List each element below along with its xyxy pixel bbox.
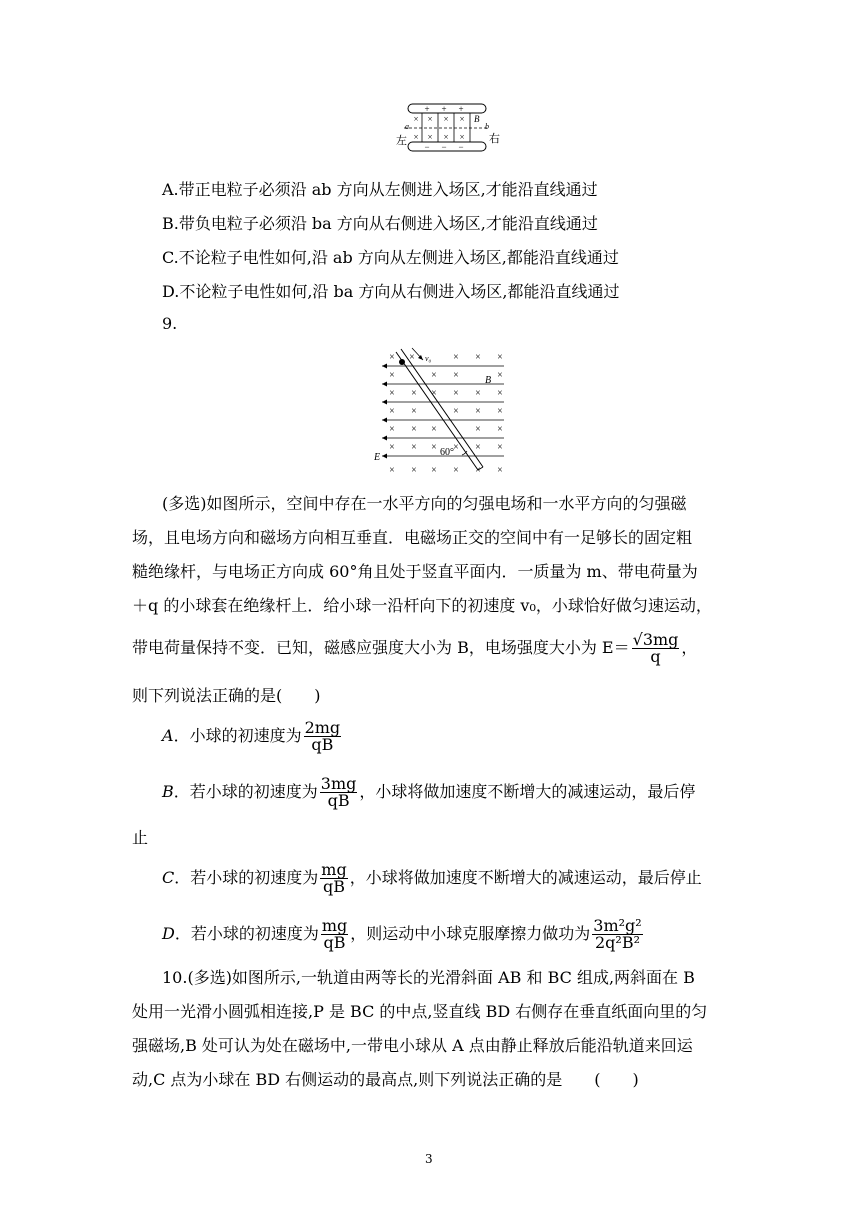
svg-text:×: × — [443, 132, 449, 142]
svg-text:×: × — [411, 406, 417, 417]
q9-option-d: D．若小球的初速度为 $\frac{mg}{qB}$ ，则运动中小球克服摩擦力做功为 $\frac{\text{3m²g²}}{\text{2q²B²}}$ — [162, 916, 642, 952]
velocity-fraction: $\frac{3mg}{qB}$ — [320, 774, 357, 810]
q8-option-c: C.不论粒子电性如何,沿 ab 方向从左侧进入场区,都能沿直线通过 — [162, 248, 619, 267]
svg-text:×: × — [411, 388, 417, 399]
svg-text:×: × — [475, 424, 481, 435]
svg-text:×: × — [459, 132, 465, 142]
q8-option-d: D.不论粒子电性如何,沿 ba 方向从右侧进入场区,都能沿直线通过 — [162, 282, 620, 301]
svg-text:×: × — [427, 114, 433, 124]
svg-text:×: × — [413, 132, 419, 142]
svg-text:×: × — [389, 442, 395, 453]
svg-text:×: × — [389, 370, 395, 381]
svg-text:×: × — [427, 132, 433, 142]
svg-text:×: × — [475, 442, 481, 453]
svg-text:×: × — [497, 424, 503, 435]
svg-text:×: × — [389, 388, 395, 399]
q9-stem-line3: 糙绝缘杆，与电场正方向成 60°角且处于竖直平面内．一质量为 m、带电荷量为 — [132, 562, 698, 581]
q9-option-a: A．小球的初速度为 $\frac{2mg}{qB}$ — [162, 718, 341, 754]
svg-text:+: + — [458, 104, 464, 114]
fig9-v0-label: v₀ — [425, 354, 432, 363]
velocity-fraction: $\frac{mg}{qB}$ — [321, 916, 348, 952]
work-fraction: $\frac{\text{3m²g²}}{\text{2q²B²}}$ — [593, 916, 642, 952]
svg-text:×: × — [459, 114, 465, 124]
page-number: 3 — [425, 1152, 433, 1166]
svg-text:−: − — [458, 142, 464, 152]
svg-text:×: × — [453, 465, 459, 476]
svg-text:×: × — [389, 465, 395, 476]
q9-stem-line5: 带电荷量保持不变．已知，磁感应强度大小为 B，电场强度大小为 E＝ $\frac{√3mg}{q}$ ， — [132, 630, 698, 666]
svg-text:×: × — [431, 370, 437, 381]
svg-text:−: − — [424, 142, 430, 152]
fig9-E-label: E — [374, 452, 381, 463]
velocity-fraction: $\frac{2mg}{qB}$ — [304, 718, 341, 754]
svg-text:×: × — [475, 352, 481, 363]
svg-text:×: × — [453, 406, 459, 417]
svg-text:×: × — [497, 442, 503, 453]
svg-text:×: × — [389, 424, 395, 435]
q10-line4: 动,C 点为小球在 BD 右侧运动的最高点,则下列说法正确的是 ( ) — [132, 1070, 639, 1089]
svg-text:×: × — [389, 352, 395, 363]
q9-stem-line1: (多选)如图所示，空间中存在一水平方向的匀强电场和一水平方向的匀强磁 — [162, 494, 687, 513]
svg-text:×: × — [475, 406, 481, 417]
svg-text:×: × — [453, 388, 459, 399]
fig8-a-label: a — [405, 122, 409, 131]
q9-stem-line4: ＋q 的小球套在绝缘杆上．给小球一沿杆向下的初速度 v₀，小球恰好做匀速运动， — [132, 596, 712, 615]
q9-option-b-cont: 止 — [132, 828, 149, 847]
svg-text:×: × — [497, 406, 503, 417]
fig8-B-label: B — [474, 114, 480, 124]
q9-option-b: B．若小球的初速度为 $\frac{3mg}{qB}$ ，小球将做加速度不断增大的减速运动，最后停 — [162, 774, 696, 810]
q9-figure — [374, 344, 510, 478]
svg-text:×: × — [475, 465, 481, 476]
svg-text:×: × — [453, 352, 459, 363]
svg-text:×: × — [431, 424, 437, 435]
svg-text:×: × — [409, 352, 415, 363]
svg-text:×: × — [413, 114, 419, 124]
q9-option-c: C．若小球的初速度为 $\frac{mg}{qB}$ ，小球将做加速度不断增大的减速运动，最后停止 — [162, 860, 702, 896]
q9-number: 9. — [162, 314, 178, 333]
svg-text:+: + — [441, 104, 447, 114]
q8-option-b: B.带负电粒子必须沿 ba 方向从右侧进入场区,才能沿直线通过 — [162, 214, 598, 233]
fig8-left-label: 左 — [396, 135, 407, 147]
svg-text:+: + — [424, 104, 430, 114]
fig9-angle-label: 60° — [440, 447, 454, 458]
svg-text:×: × — [497, 352, 503, 363]
svg-text:×: × — [497, 370, 503, 381]
velocity-fraction: $\frac{mg}{qB}$ — [321, 860, 347, 896]
q8-option-a: A.带正电粒子必须沿 ab 方向从左侧进入场区,才能沿直线通过 — [162, 180, 598, 199]
svg-text:×: × — [411, 442, 417, 453]
e-field-fraction: $\frac{√3mg}{q}$ — [632, 630, 679, 666]
q10-line3: 强磁场,B 处可认为处在磁场中,一带电小球从 A 点由静止释放后能沿轨道来回运 — [132, 1036, 693, 1055]
q9-stem-line5-text: 带电荷量保持不变．已知，磁感应强度大小为 B，电场强度大小为 E＝ — [132, 638, 630, 657]
svg-text:×: × — [497, 388, 503, 399]
fig8-b-label: b — [485, 122, 489, 131]
svg-text:×: × — [411, 465, 417, 476]
fig9-B-label: B — [485, 375, 492, 386]
q9-stem-line2: 场，且电场方向和磁场方向相互垂直．电磁场正交的空间中有一足够长的固定粗 — [132, 528, 693, 547]
svg-text:×: × — [431, 388, 437, 399]
svg-text:×: × — [411, 424, 417, 435]
q8-figure — [392, 100, 504, 156]
svg-text:×: × — [453, 370, 459, 381]
q9-stem-line6: 则下列说法正确的是( ) — [132, 686, 321, 705]
svg-text:×: × — [431, 465, 437, 476]
svg-text:×: × — [431, 442, 437, 453]
svg-text:×: × — [453, 442, 459, 453]
svg-text:−: − — [441, 142, 447, 152]
svg-text:×: × — [389, 406, 395, 417]
svg-text:×: × — [497, 465, 503, 476]
svg-text:×: × — [443, 114, 449, 124]
q10-line2: 处用一光滑小圆弧相连接,P 是 BC 的中点,竖直线 BD 右侧存在垂直纸面向里的匀 — [132, 1002, 708, 1021]
q10-line1: 10.(多选)如图所示,一轨道由两等长的光滑斜面 AB 和 BC 组成,两斜面在 B — [162, 968, 695, 987]
fig8-right-label: 右 — [489, 133, 500, 145]
svg-text:×: × — [475, 388, 481, 399]
